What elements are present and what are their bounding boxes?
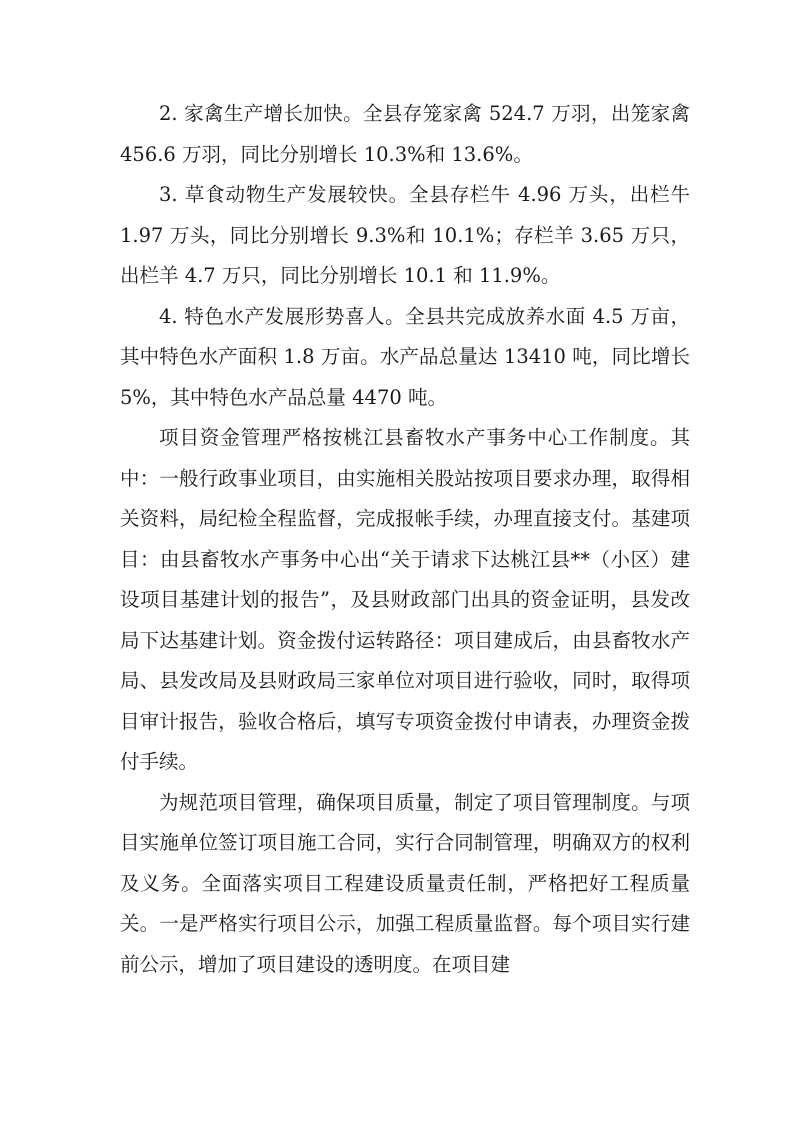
paragraph-project-management: 为规范项目管理，确保项目质量，制定了项目管理制度。与项目实施单位签订项目施工合同，实行合同制管理，明确双方的权利及义务。全面落实项目工程建设质量责任制，严格把好工程质量关。一是严格实行项目公示，加强工程质量监督。每个项目实行建前公示，增加了项目建设的透明度。在项目建 (120, 790, 690, 976)
paragraph-fund-management: 项目资金管理严格按桃江县畜牧水产事务中心工作制度。其中：一般行政事业项目，由实施相关股站按项目要求办理，取得相关资料，局纪检全程监督，完成报帐手续，办理直接支付。基建项目：由县畜牧水产事务中心出“关于请求下达桃江县**（小区）建设项目基建计划的报告”，及县财政部门出具的资金证明，县发改局下达基建计划。资金拨付运转路径：项目建成后，由县畜牧水产局、县发改局及县财政局三家单位对项目进行验收，同时，取得项目审计报告，验收合格后，填写专项资金拨付申请表，办理资金拨付手续。 (120, 426, 690, 773)
paragraph-aquaculture: 4. 特色水产发展形势喜人。全县共完成放养水面 4.5 万亩，其中特色水产面积 1.8 万亩。水产品总量达 13410 吨，同比增长 5%，其中特色水产品总量 4470 吨。 (120, 304, 690, 409)
document-body (120, 94, 690, 985)
paragraph-poultry-production: 2. 家禽生产增长加快。全县存笼家禽 524.7 万羽，出笼家禽 456.6 万羽，同比分别增长 10.3%和 13.6%。 (120, 102, 690, 166)
paragraph-herbivore-production: 3. 草食动物生产发展较快。全县存栏牛 4.96 万头，出栏牛 1.97 万头，同比分别增长 9.3%和 10.1%；存栏羊 3.65 万只，出栏羊 4.7 万只，同比分别增长 10.1 和 11.9%。 (120, 183, 690, 287)
